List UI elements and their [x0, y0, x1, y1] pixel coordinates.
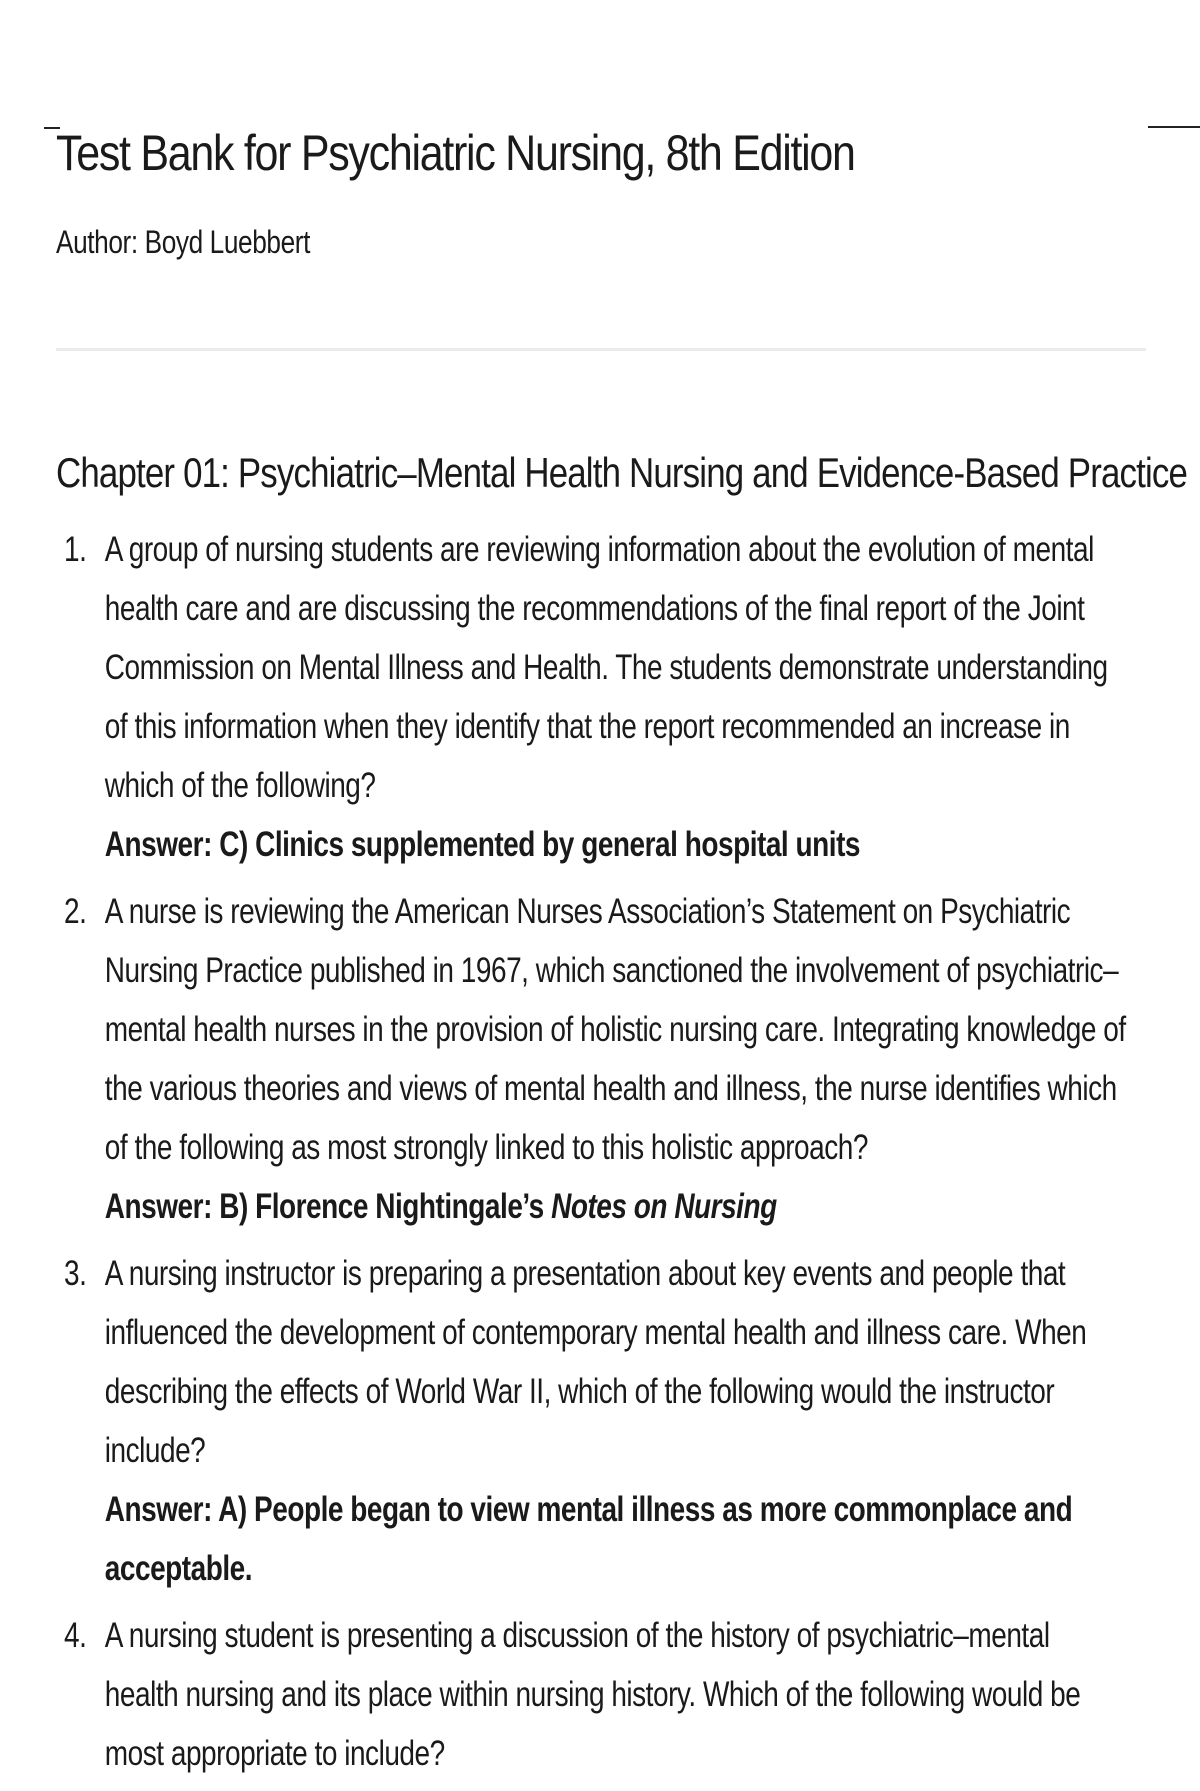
answer-prefix: Answer: B) Florence Nightingale’s: [104, 1187, 552, 1226]
question-text: A nursing instructor is preparing a presentation about key events and people that influenced the development of contemporary mental health and illness care. When describing the effects of World War II, which of the following would the instructor include?: [104, 1254, 1087, 1470]
question-text: A group of nursing students are reviewing information about the evolution of mental health care and are discussing the recommendations of the final report of the Joint Commission on Mental Illness and Health. The students demonstrate understanding of this information when they identify that the report recommended an increase in which of the following?: [104, 530, 1108, 805]
question-item: [56, 1606, 1128, 1783]
question-item: [56, 882, 1128, 1236]
chapter-heading: Chapter 01: Psychiatric–Mental Health Nursing and Evidence-Based Practice: [56, 449, 1188, 496]
question-item: [56, 520, 1128, 874]
question-number: 1.: [64, 530, 87, 569]
question-number: 4.: [64, 1616, 87, 1655]
question-text: A nurse is reviewing the American Nurses Association’s Statement on Psychiatric Nursing Practice published in 1967, which sanctioned the involvement of psychiatric–mental health nurses in the provision of holistic nursing care. Integrating knowledge of the various theories and views of mental health and illness, the nurse identifies which of the following as most strongly linked to this holistic approach?: [104, 892, 1126, 1167]
question-number: 2.: [64, 892, 87, 931]
question-answer: Answer: C) Clinics supplemented by general hospital units: [104, 825, 861, 864]
question-number: 3.: [64, 1254, 87, 1293]
question-item: [56, 1244, 1128, 1598]
section-divider: [56, 348, 1146, 351]
answer-book-title: Notes on Nursing: [551, 1187, 777, 1226]
document-author: Author: Boyd Luebbert: [56, 224, 310, 260]
question-answer: Answer: A) People began to view mental illness as more commonplace and acceptable.: [104, 1490, 1073, 1588]
question-text: A nursing student is presenting a discussion of the history of psychiatric–mental health nursing and its place within nursing history. Which of the following would be most appropriate to include?: [104, 1616, 1081, 1773]
question-list: [56, 520, 1128, 1791]
page-corner-mark-right: [1148, 126, 1200, 128]
document-title: Test Bank for Psychiatric Nursing, 8th Edition: [56, 125, 855, 181]
question-answer: [105, 1177, 1128, 1236]
